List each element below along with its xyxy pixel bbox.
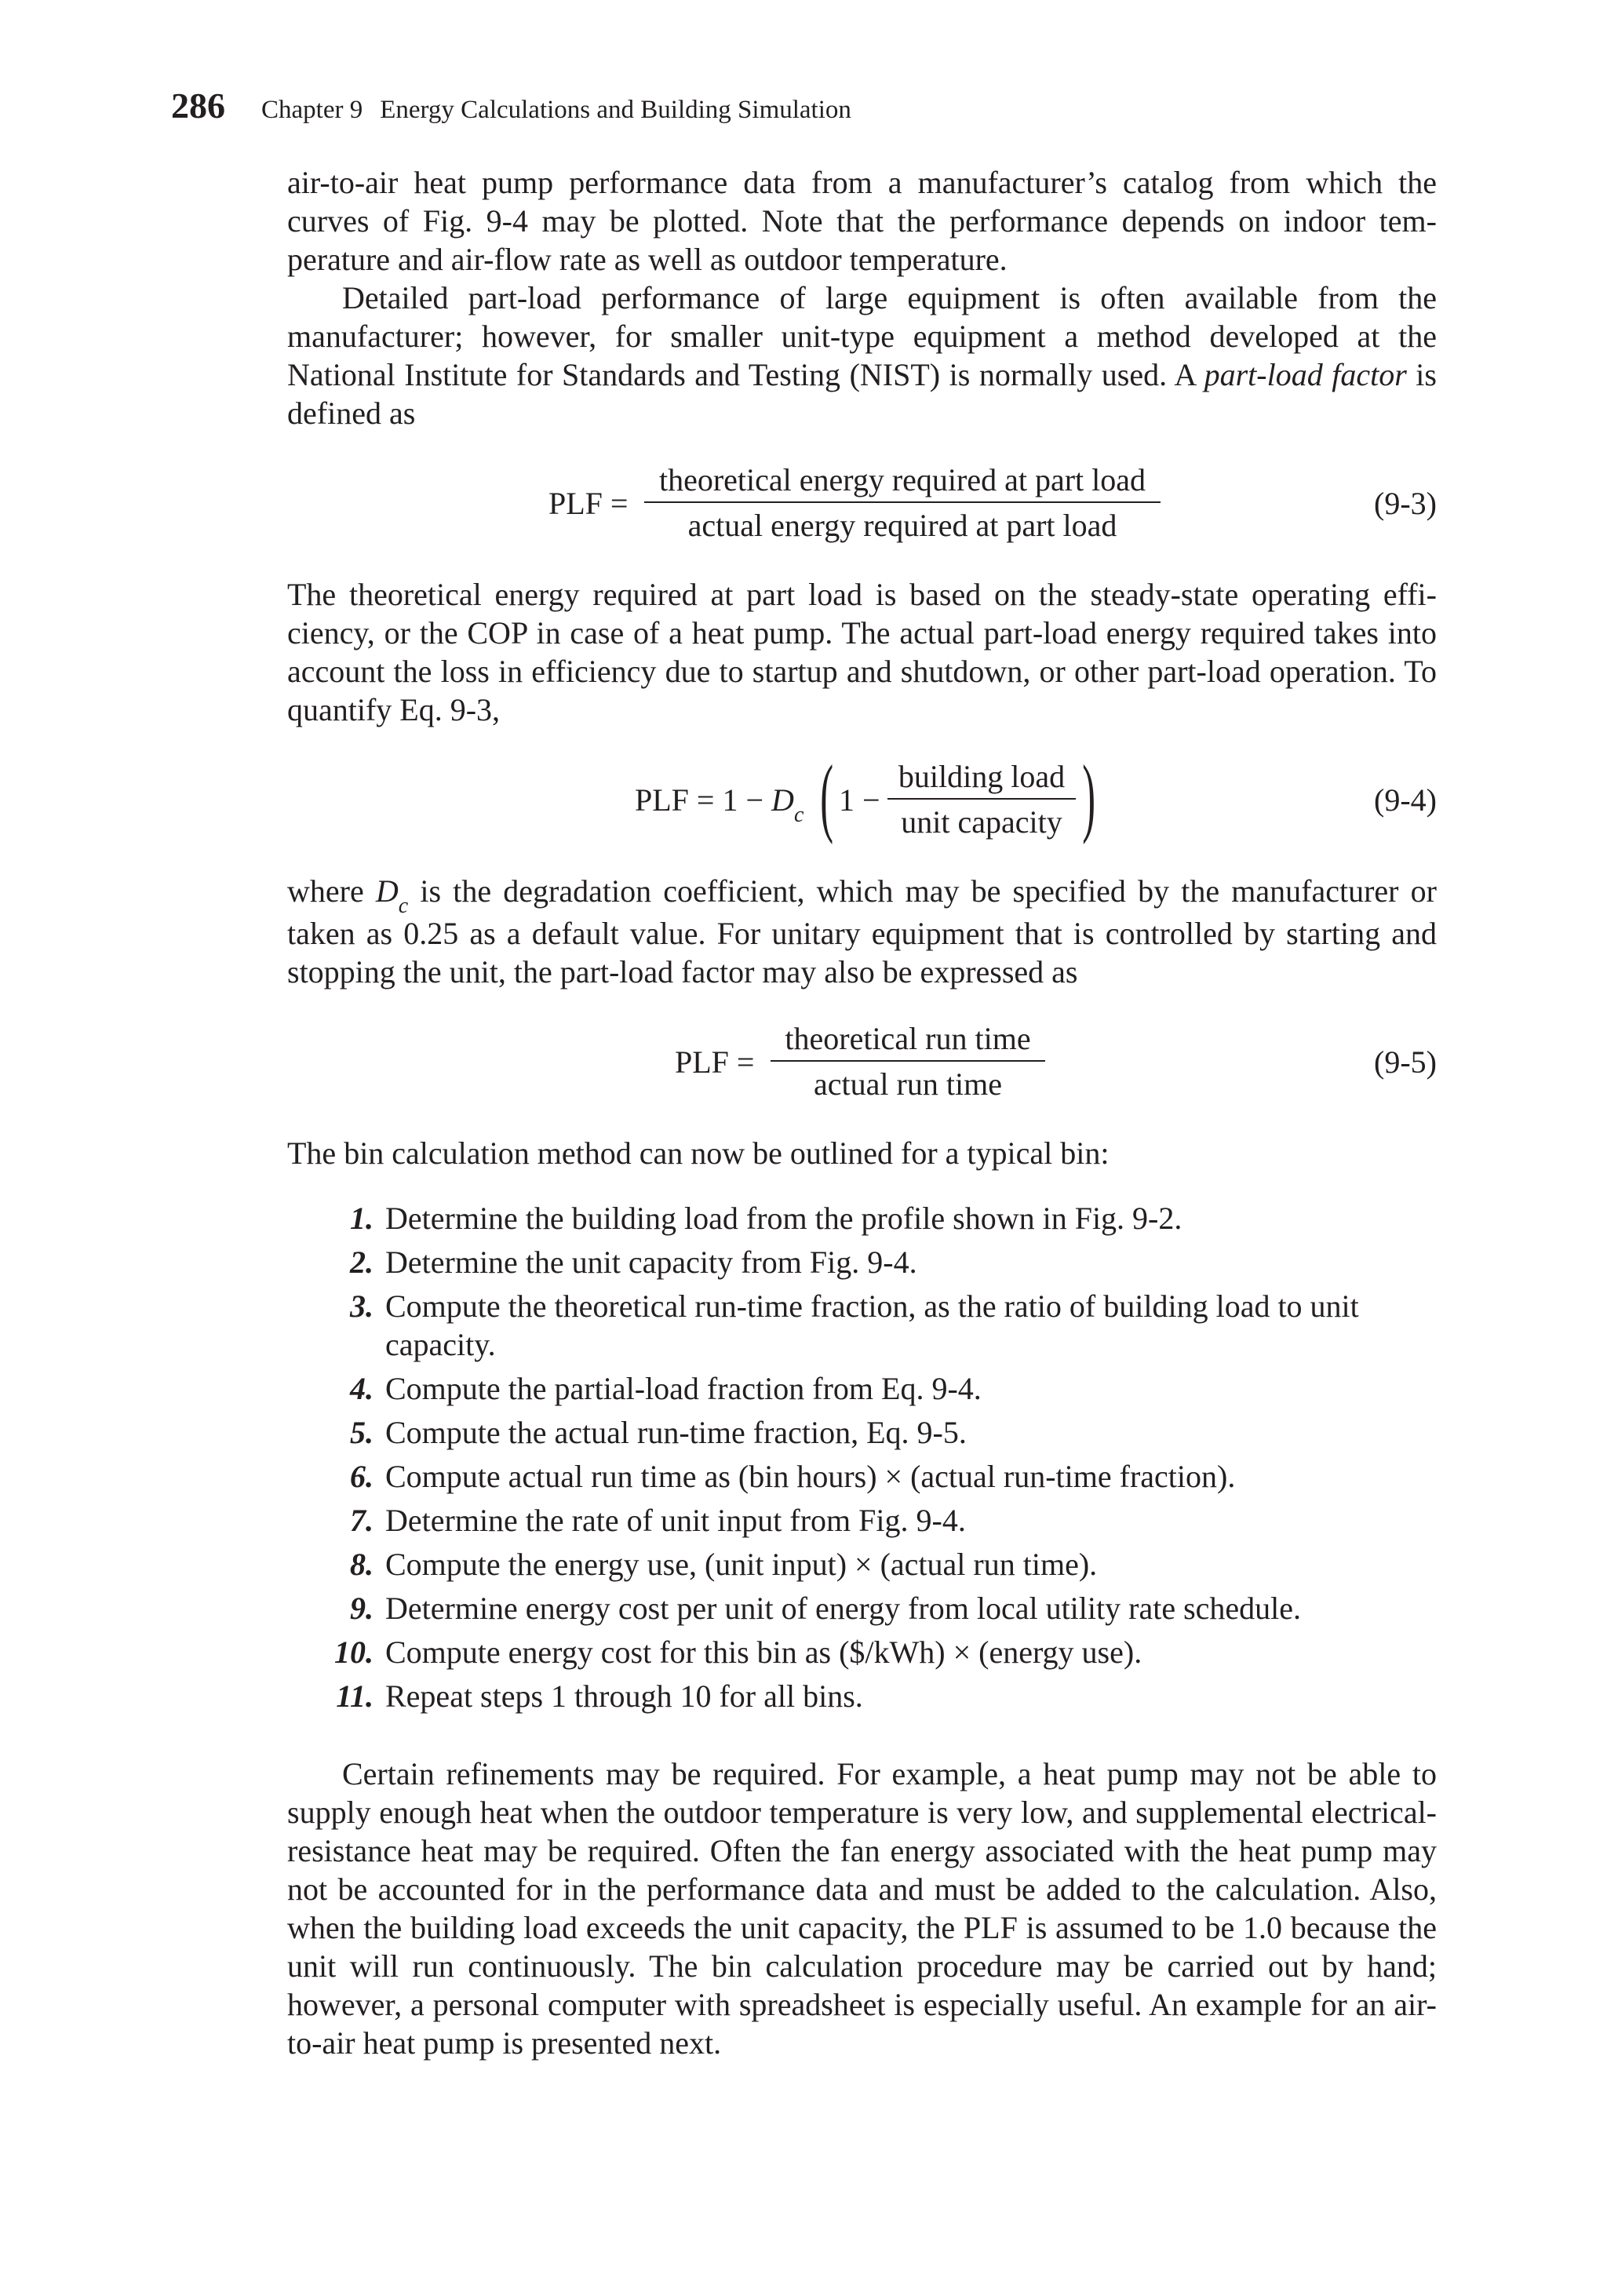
paragraph-4-sub: c <box>398 894 409 918</box>
list-item <box>287 1457 1437 1496</box>
paragraph-4-start: where <box>287 873 376 909</box>
eq-9-4-one-minus: 1 − <box>839 782 880 818</box>
equation-9-4 <box>287 748 1437 845</box>
chapter-title: Energy Calculations and Building Simulation <box>380 96 851 124</box>
paragraph-4-var: D <box>375 873 399 909</box>
paragraph-6: Certain refinements may be required. For example, a heat pump may not be able to supply enough heat when the outdoor temperature is very low, and supplemental electrical-resistance heat may be required. Often the fan energy associated with the heat pump may not be accounted for in the performance data and must be added to the calculation. Also, when the building load exceeds the unit capacity, the PLF is assumed to be 1.0 because the unit will run continuously. The bin calculation procedure may be carried out by hand; however, a personal computer with spreadsheet is especially useful. An example for an air-to-air heat pump is presented next. <box>287 1756 1437 2061</box>
step-number: 6. <box>350 1459 374 1494</box>
paragraph-4 <box>287 872 1437 991</box>
body-text <box>287 163 1437 2062</box>
list-item <box>287 1633 1437 1671</box>
step-number: 3. <box>350 1288 374 1324</box>
eq-9-4-left-paren: ( <box>820 748 834 845</box>
list-item <box>287 1677 1437 1715</box>
list-item <box>287 1501 1437 1540</box>
list-item <box>287 1199 1437 1237</box>
eq-9-3-number: (9-3) <box>1374 486 1437 521</box>
step-number: 4. <box>350 1371 374 1406</box>
paragraph-2 <box>287 279 1437 432</box>
eq-9-3-numerator: theoretical energy required at part load <box>644 462 1161 503</box>
eq-9-4-dc-var: D <box>771 782 794 818</box>
list-item <box>287 1413 1437 1452</box>
step-number: 9. <box>350 1591 374 1626</box>
eq-9-3-denominator: actual energy required at part load <box>687 508 1117 543</box>
step-number: 7. <box>350 1503 374 1538</box>
eq-9-4-numerator: building load <box>887 759 1076 800</box>
step-number: 11. <box>336 1678 374 1714</box>
eq-9-4-lhs-text: PLF = 1 − <box>635 782 772 818</box>
list-item <box>287 1589 1437 1627</box>
eq-9-5-number: (9-5) <box>1374 1044 1437 1080</box>
list-item <box>287 1545 1437 1584</box>
step-text: Determine the rate of unit input from Fig. 9-4. <box>385 1503 966 1538</box>
eq-9-5-numerator: theoretical run time <box>771 1021 1045 1062</box>
eq-9-4-number: (9-4) <box>1374 782 1437 818</box>
eq-9-4-lhs <box>635 781 804 827</box>
paragraph-5: The bin calculation method can now be outlined for a typical bin: <box>287 1135 1110 1171</box>
eq-9-5-lhs: PLF = <box>675 1044 755 1080</box>
bin-method-steps <box>287 1199 1437 1715</box>
list-item <box>287 1287 1437 1364</box>
step-text: Determine the unit capacity from Fig. 9-4. <box>385 1245 917 1280</box>
step-number: 2. <box>350 1245 374 1280</box>
paragraph-2-text: Detailed part-load performance of large equipment is often available from the manufacturer; however, for smaller unit-type equipment a method developed at the National Institute for Standards and Testing (NIST) is normally used. A <box>287 280 1437 392</box>
eq-9-3-lhs: PLF = <box>548 486 629 521</box>
equation-9-3 <box>287 462 1437 544</box>
list-item <box>287 1243 1437 1281</box>
step-number: 8. <box>350 1547 374 1582</box>
eq-9-4-dc-sub: c <box>793 803 804 827</box>
paragraph-2-end: is defined as <box>287 357 1437 431</box>
step-text: Repeat steps 1 through 10 for all bins. <box>385 1678 863 1714</box>
eq-9-4-right-paren: ) <box>1082 748 1096 845</box>
step-number: 1. <box>350 1201 374 1236</box>
step-text: Compute the theoretical run-time fraction, as the ratio of building load to unit capacity. <box>385 1288 1359 1362</box>
eq-9-3-fraction <box>644 462 1161 544</box>
step-text: Compute the energy use, (unit input) × (actual run time). <box>385 1547 1098 1582</box>
list-item <box>287 1369 1437 1408</box>
step-text: Determine the building load from the profile shown in Fig. 9-2. <box>385 1201 1182 1236</box>
equation-9-5 <box>287 1021 1437 1102</box>
eq-9-5-denominator: actual run time <box>814 1066 1002 1102</box>
eq-9-4-fraction <box>887 759 1076 840</box>
eq-9-4-denominator: unit capacity <box>901 804 1062 840</box>
paragraph-3: The theoretical energy required at part load is based on the steady-state operating efficiency, or the COP in case of a heat pump. The actual part-load energy required takes into account the loss in efficiency due to startup and shutdown, or other part-load operation. To quantify Eq. 9-3, <box>287 577 1437 727</box>
step-number: 5. <box>350 1415 374 1450</box>
step-text: Compute the partial-load fraction from Eq. 9-4. <box>385 1371 982 1406</box>
running-head <box>171 85 851 126</box>
step-text: Determine energy cost per unit of energy from local utility rate schedule. <box>385 1591 1302 1626</box>
step-text: Compute energy cost for this bin as ($/kWh) × (energy use). <box>385 1635 1142 1670</box>
part-load-factor-term: part-load factor <box>1204 357 1407 392</box>
eq-9-5-fraction <box>771 1021 1045 1102</box>
step-number: 10. <box>334 1635 374 1670</box>
step-text: Compute actual run time as (bin hours) × (actual run-time fraction). <box>385 1459 1236 1494</box>
paragraph-4-rest: is the degradation coefficient, which may be specified by the manufacturer or taken as 0.25 as a default value. For unitary equipment that is controlled by starting and stopping the unit, the part-load factor may also be expressed as <box>287 873 1437 989</box>
page-number: 286 <box>171 86 225 126</box>
chapter-label: Chapter 9 <box>261 96 363 124</box>
paragraph-1: air-to-air heat pump performance data from a manufacturer’s catalog from which the curves of Fig. 9-4 may be plotted. Note that the performance depends on indoor temperature and air-flow rate as well as outdoor temperature. <box>287 165 1437 277</box>
step-text: Compute the actual run-time fraction, Eq. 9-5. <box>385 1415 967 1450</box>
